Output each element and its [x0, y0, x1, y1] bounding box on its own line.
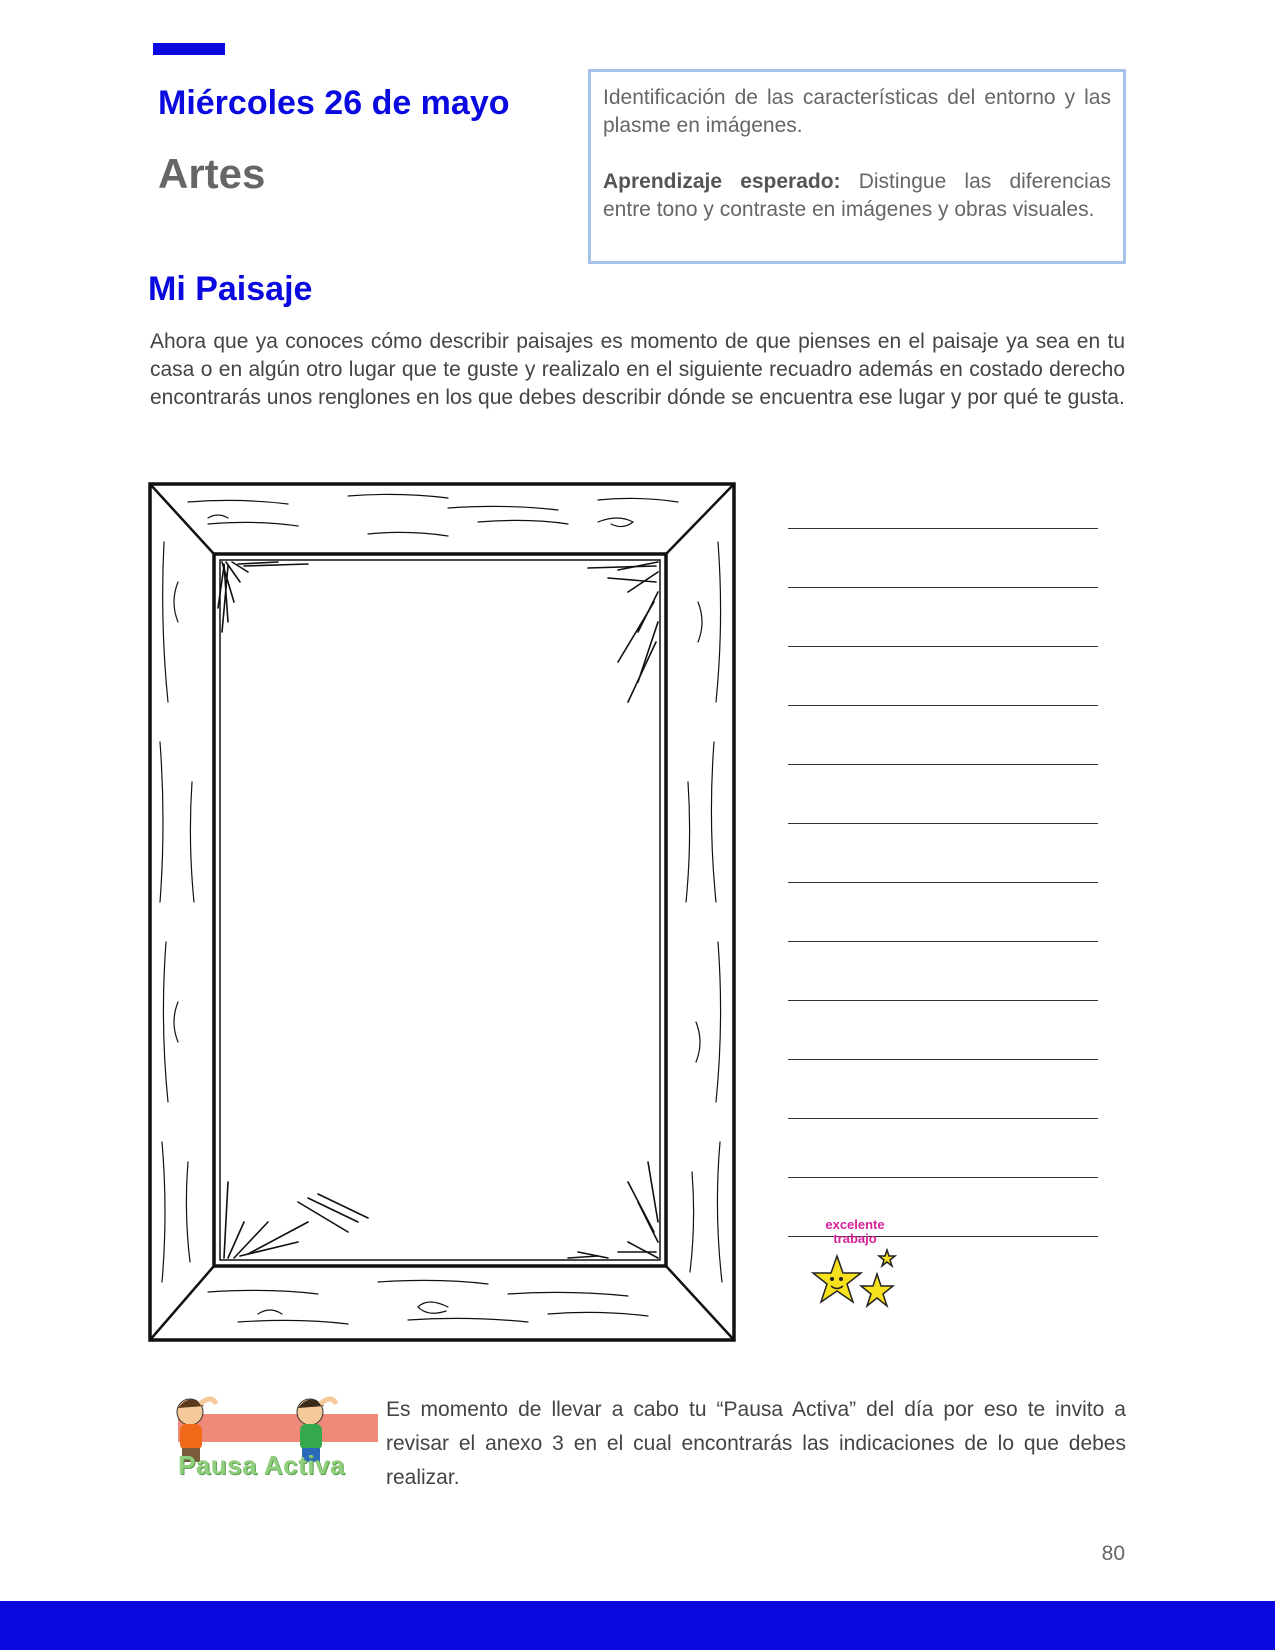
section-title: Mi Paisaje: [148, 270, 313, 308]
writing-line[interactable]: [788, 529, 1098, 588]
expected-learning-label: Aprendizaje esperado:: [603, 170, 841, 193]
writing-line[interactable]: [788, 765, 1098, 824]
page-number: 80: [1101, 1542, 1125, 1565]
expected-learning: [603, 168, 1111, 224]
writing-line[interactable]: [788, 1119, 1098, 1178]
identification-text: Identificación de las características del entorno y las plasme en imágenes.: [603, 86, 1111, 137]
writing-lines[interactable]: [788, 470, 1098, 1237]
stars-icon: [805, 1218, 905, 1328]
active-pause-label: Pausa Activa: [178, 1450, 345, 1480]
writing-line[interactable]: [788, 647, 1098, 706]
sticker-line-1: excelente: [825, 1217, 885, 1232]
excellent-work-sticker: [805, 1218, 905, 1328]
expected-learning-text: Distingue las diferencias entre tono y contraste en imágenes y obras visuales.: [603, 170, 1111, 221]
sticker-line-2: trabajo: [833, 1231, 877, 1246]
writing-line[interactable]: [788, 824, 1098, 883]
writing-line[interactable]: [788, 1060, 1098, 1119]
writing-line[interactable]: [788, 470, 1098, 529]
writing-line[interactable]: [788, 706, 1098, 765]
intro-paragraph: Ahora que ya conoces cómo describir paisajes es momento de que pienses en el paisaje ya sea en tu casa o en algún otro lugar que te guste y realizalo en el siguiente recuadro además en costado derecho encontrarás unos renglones en los que debes describir dónde se encuentra ese lugar y por qué te gusta.: [150, 330, 1125, 409]
drawing-frame[interactable]: [148, 482, 736, 1342]
top-accent-bar: [153, 43, 225, 55]
active-pause-instructions: Es momento de llevar a cabo tu “Pausa Activa” del día por eso te invito a revisar el anexo 3 en el cual encontrarás las indicaciones de lo que debes realizar.: [386, 1398, 1126, 1489]
page-date: Miércoles 26 de mayo: [158, 84, 510, 122]
writing-line[interactable]: [788, 883, 1098, 942]
footer-bar: [0, 1601, 1275, 1650]
writing-line[interactable]: [788, 1001, 1098, 1060]
learning-objective-box: [588, 69, 1126, 264]
writing-line[interactable]: [788, 942, 1098, 1001]
subject-title: Artes: [158, 150, 266, 197]
active-pause-graphic: [160, 1388, 380, 1488]
writing-line[interactable]: [788, 588, 1098, 647]
